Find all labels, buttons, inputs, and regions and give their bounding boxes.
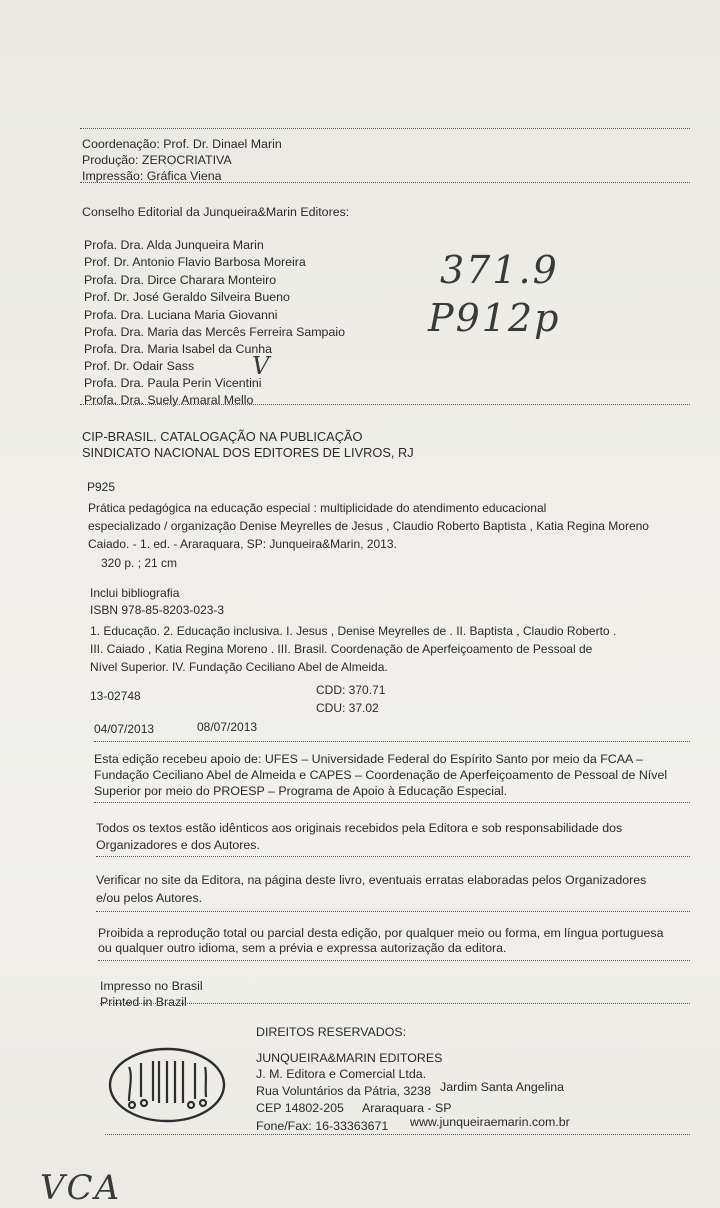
conselho-member: Profa. Dra. Maria das Mercês Ferreira Sampaio <box>84 325 345 339</box>
cip-cdd: CDD: 370.71 <box>316 683 386 697</box>
coordenacao-line: Coordenação: Prof. Dr. Dinael Marin <box>82 137 282 151</box>
publisher-company: J. M. Editora e Comercial Ltda. <box>256 1067 427 1081</box>
divider <box>98 960 690 961</box>
impressao-line: Impressão: Gráfica Viena <box>82 169 222 183</box>
cip-code: P925 <box>87 480 116 494</box>
cip-description: Caiado. - 1. ed. - Araraquara, SP: Junqueira&Marin, 2013. <box>88 537 397 551</box>
cip-number: 13-02748 <box>90 689 141 703</box>
divider <box>100 1003 690 1004</box>
publisher-address: Rua Voluntários da Pátria, 3238 <box>256 1084 431 1098</box>
apoio-text: Superior por meio do PROESP – Programa de Apoio à Educação Especial. <box>94 784 508 798</box>
cip-description: especializado / organização Denise Meyrelles de Jesus , Claudio Roberto Baptista , Katia Regina Moreno <box>88 519 649 533</box>
cip-date: 08/07/2013 <box>197 720 258 734</box>
cip-title: CIP-BRASIL. CATALOGAÇÃO NA PUBLICAÇÃO <box>82 429 363 444</box>
conselho-member: Profa. Dra. Paula Perin Vicentini <box>84 376 262 390</box>
erratas-notice: e/ou pelos Autores. <box>96 891 203 905</box>
publisher-logo <box>107 1045 227 1125</box>
printed-text: Printed in Brazil <box>100 995 187 1009</box>
textos-notice: Todos os textos estão idênticos aos originais recebidos pela Editora e sob responsabilidade dos <box>96 821 623 835</box>
divider <box>96 856 690 857</box>
show-through-text <box>320 10 328 33</box>
publisher-name: JUNQUEIRA&MARIN EDITORES <box>256 1051 443 1065</box>
handwritten-bottom-note: VCA <box>40 1168 122 1208</box>
cip-subjects: Nível Superior. IV. Fundação Ceciliano Abel de Almeida. <box>90 660 388 674</box>
divider <box>94 741 690 742</box>
conselho-member: Prof. Dr. José Geraldo Silveira Bueno <box>84 290 290 304</box>
impresso-text: Impresso no Brasil <box>100 979 203 993</box>
handwritten-classification: 371.9 <box>440 248 559 292</box>
cip-description: Prática pedagógica na educação especial : multiplicidade do atendimento educacional <box>88 501 547 515</box>
conselho-member: Profa. Dra. Dirce Charara Monteiro <box>84 273 277 287</box>
cip-pages: 320 p. ; 21 cm <box>101 556 178 570</box>
publisher-district: Jardim Santa Angelina <box>440 1080 564 1094</box>
divider <box>80 128 690 129</box>
publisher-website: www.junqueiraemarin.com.br <box>410 1115 570 1129</box>
divider <box>105 1134 690 1135</box>
conselho-member: Profa. Dra. Suely Amaral Mello <box>84 393 254 407</box>
cip-cdu: CDU: 37.02 <box>316 701 379 715</box>
divider <box>96 911 690 912</box>
divider <box>80 182 690 183</box>
conselho-member: Prof. Dr. Antonio Flavio Barbosa Moreira <box>84 255 306 269</box>
textos-notice: Organizadores e dos Autores. <box>96 838 260 852</box>
handwritten-cutter: P912p <box>428 296 561 340</box>
divider <box>94 802 690 803</box>
conselho-member: Profa. Dra. Maria Isabel da Cunha <box>84 342 273 356</box>
proibida-notice: Proibida a reprodução total ou parcial desta edição, por qualquer meio ou forma, em língua portuguesa <box>98 926 664 940</box>
cip-subjects: 1. Educação. 2. Educação inclusiva. I. Jesus , Denise Meyrelles de . II. Baptista , Claudio Roberto . <box>90 624 617 638</box>
direitos-heading: DIREITOS RESERVADOS: <box>256 1025 407 1039</box>
apoio-text: Esta edição recebeu apoio de: UFES – Universidade Federal do Espírito Santo por meio da FCAA – <box>94 752 643 766</box>
handwritten-check: V <box>252 352 272 380</box>
producao-line: Produção: ZEROCRIATIVA <box>82 153 232 167</box>
conselho-member: Profa. Dra. Luciana Maria Giovanni <box>84 308 278 322</box>
divider <box>80 404 690 405</box>
erratas-notice: Verificar no site da Editora, na página deste livro, eventuais erratas elaboradas pelos Organizadores <box>96 873 647 887</box>
proibida-notice: ou qualquer outro idioma, sem a prévia e expressa autorização da editora. <box>98 941 507 955</box>
cip-subjects: III. Caiado , Katia Regina Moreno . III. Brasil. Coordenação de Aperfeiçoamento de Pessoal de <box>90 642 593 656</box>
conselho-member: Profa. Dra. Alda Junqueira Marin <box>84 238 264 252</box>
cip-date: 04/07/2013 <box>94 722 155 736</box>
publisher-phone: Fone/Fax: 16-33363671 <box>256 1119 389 1133</box>
cip-bibliography: Inclui bibliografia <box>90 586 180 600</box>
cip-isbn: ISBN 978-85-8203-023-3 <box>90 603 225 617</box>
conselho-heading: Conselho Editorial da Junqueira&Marin Editores: <box>82 205 350 219</box>
publisher-cep: CEP 14802-205 <box>256 1101 344 1115</box>
conselho-member: Prof. Dr. Odair Sass <box>84 359 195 373</box>
publisher-city: Araraquara - SP <box>362 1101 452 1115</box>
cip-subtitle: SINDICATO NACIONAL DOS EDITORES DE LIVROS, RJ <box>82 445 414 460</box>
apoio-text: Fundação Ceciliano Abel de Almeida e CAPES – Coordenação de Aperfeiçoamento de Pessoal de Nível <box>94 768 668 782</box>
